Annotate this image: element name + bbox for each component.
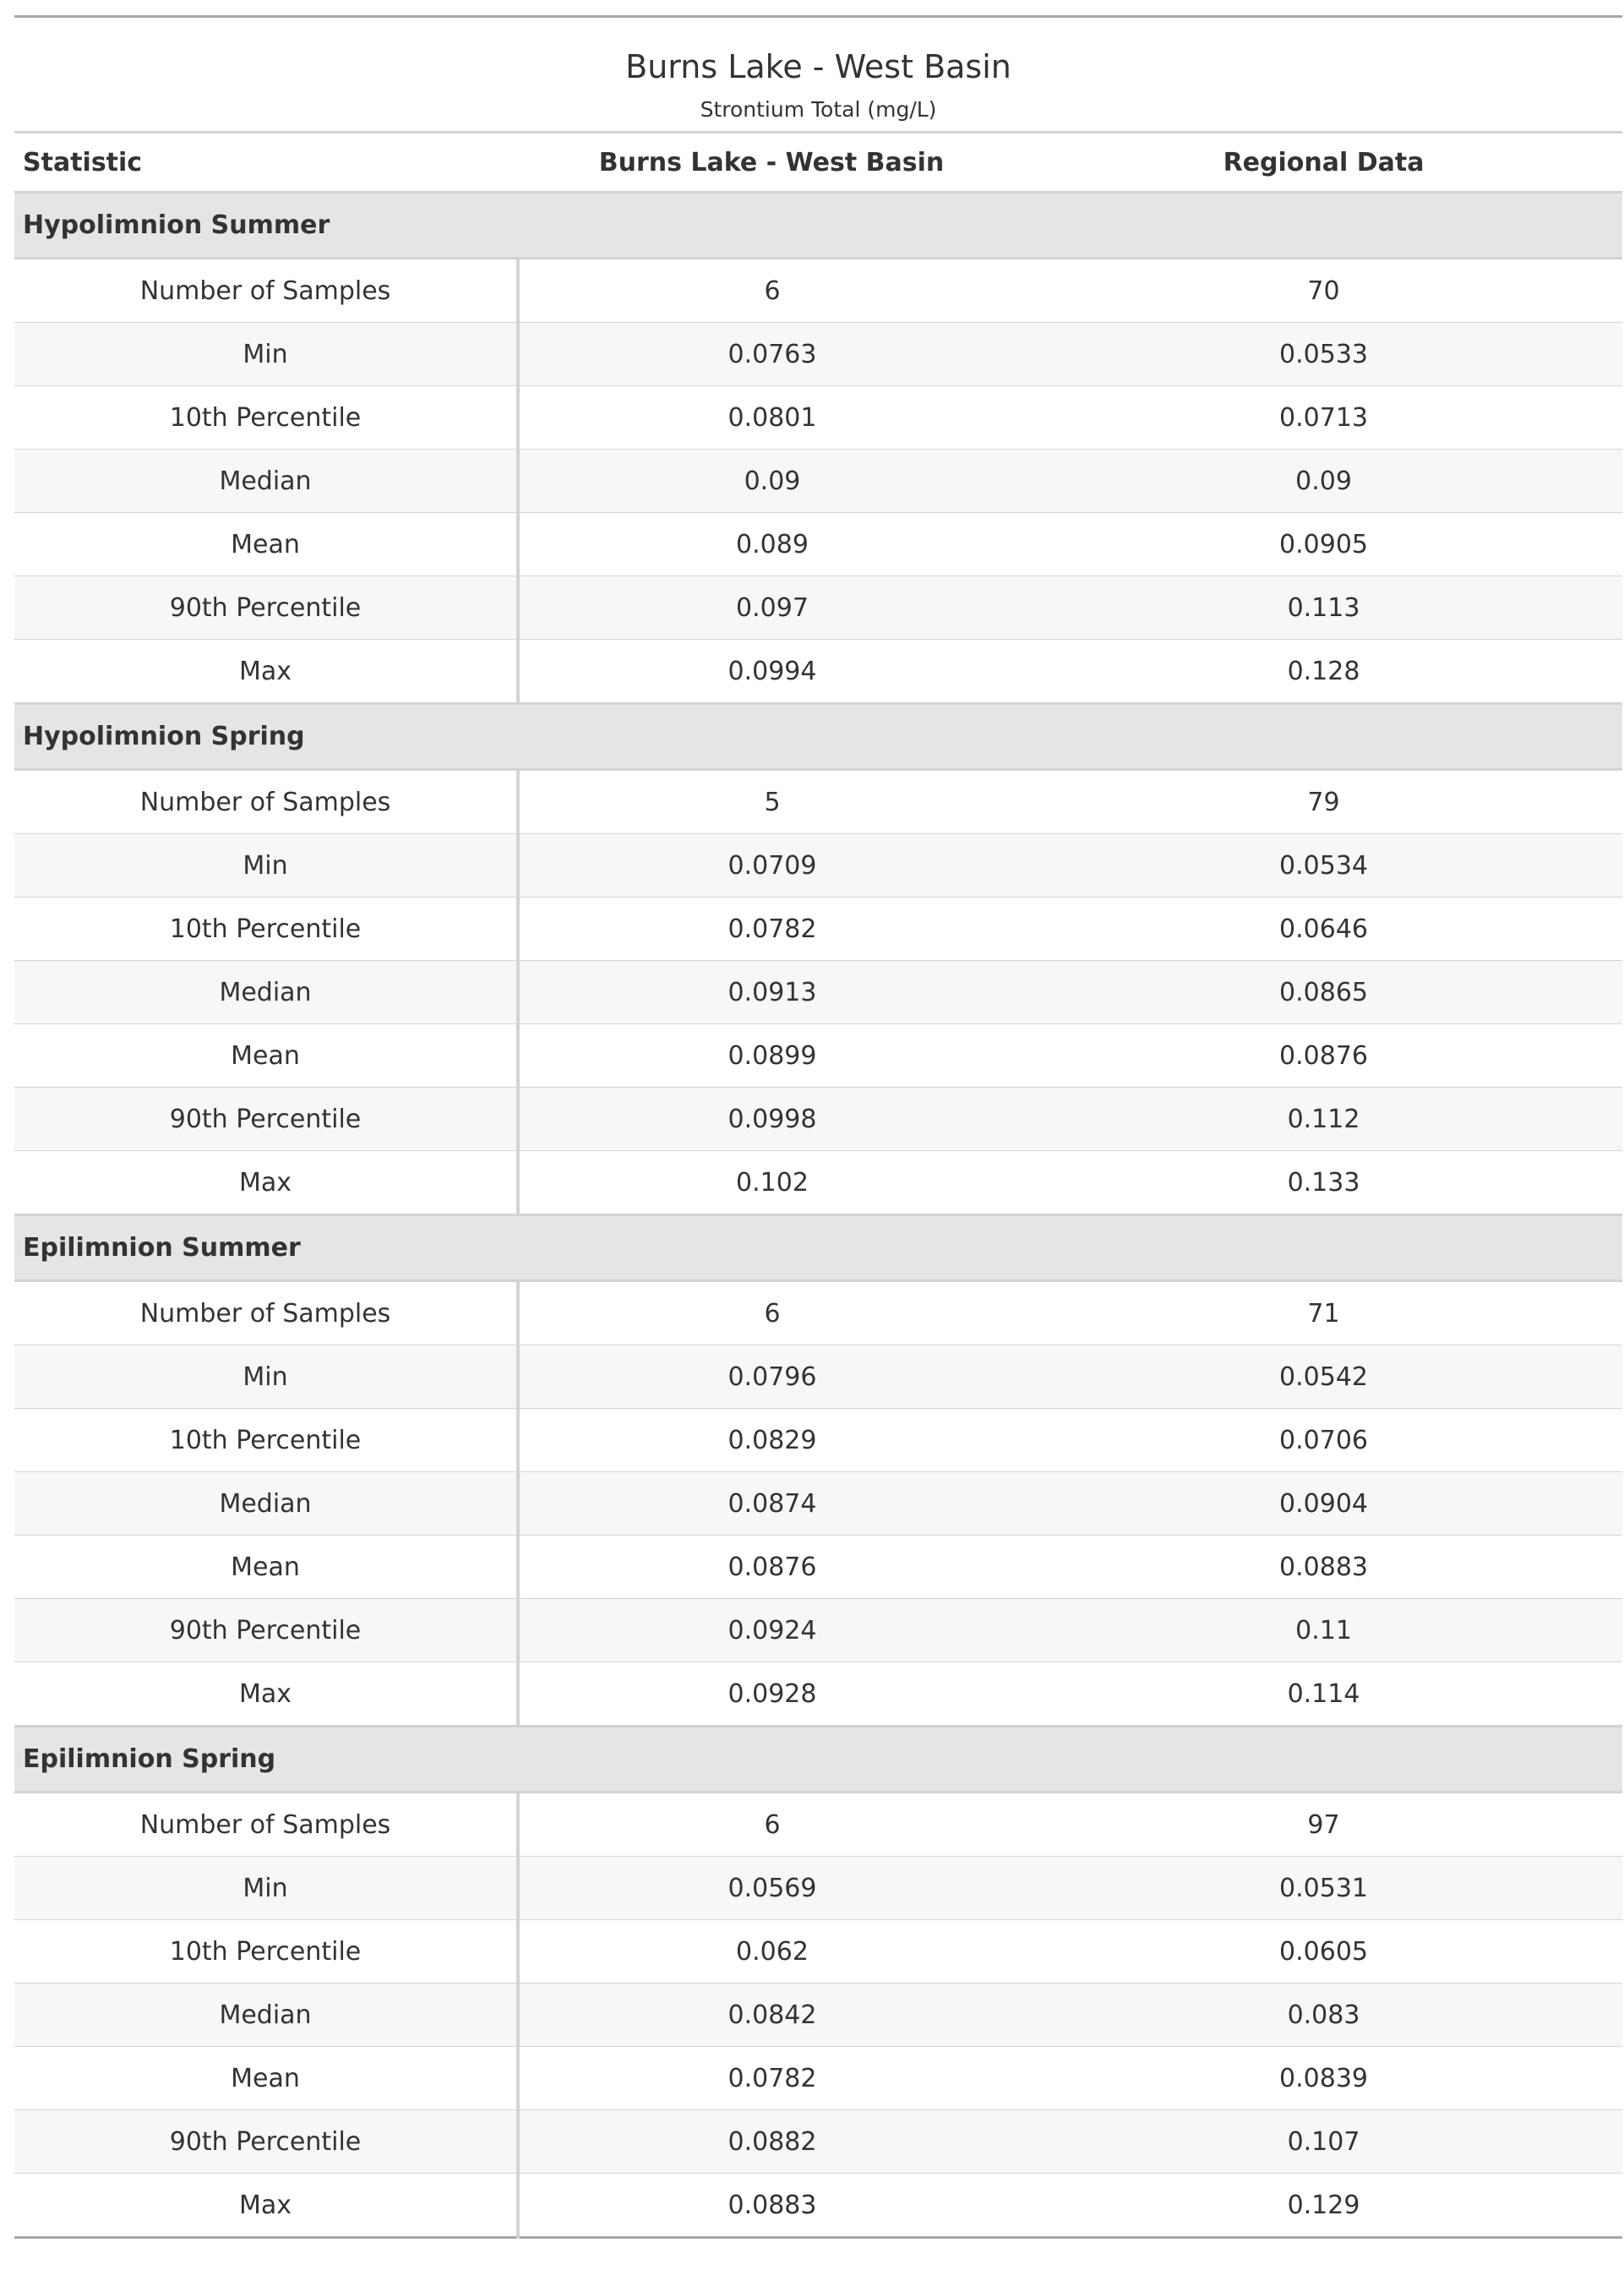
table-row bbox=[14, 1281, 1622, 1345]
regional-value-cell: 0.129 bbox=[1025, 2174, 1622, 2238]
regional-value-cell: 0.0531 bbox=[1025, 1857, 1622, 1920]
lake-value-cell: 0.102 bbox=[518, 1151, 1025, 1215]
lake-value-cell: 0.0876 bbox=[518, 1536, 1025, 1599]
lake-value-cell: 0.0782 bbox=[518, 2047, 1025, 2110]
regional-value-cell: 0.0865 bbox=[1025, 961, 1622, 1024]
group-label: Epilimnion Spring bbox=[14, 1727, 1622, 1793]
statistic-cell: Min bbox=[14, 323, 518, 386]
table-row bbox=[14, 961, 1622, 1024]
regional-value-cell: 0.114 bbox=[1025, 1662, 1622, 1727]
table-row bbox=[14, 1984, 1622, 2047]
table-title: Burns Lake - West Basin bbox=[625, 48, 1011, 85]
statistic-cell: Median bbox=[14, 961, 518, 1024]
lake-value-cell: 0.09 bbox=[518, 450, 1025, 513]
regional-value-cell: 97 bbox=[1025, 1793, 1622, 1857]
statistic-cell: Mean bbox=[14, 2047, 518, 2110]
statistic-cell: Mean bbox=[14, 513, 518, 576]
table-row bbox=[14, 1151, 1622, 1215]
statistic-cell: Min bbox=[14, 1857, 518, 1920]
statistic-cell: Max bbox=[14, 1662, 518, 1727]
lake-value-cell: 6 bbox=[518, 1793, 1025, 1857]
regional-value-cell: 0.0534 bbox=[1025, 834, 1622, 898]
statistic-cell: Median bbox=[14, 450, 518, 513]
lake-value-cell: 0.0709 bbox=[518, 834, 1025, 898]
table-row bbox=[14, 386, 1622, 450]
lake-value-cell: 0.0882 bbox=[518, 2110, 1025, 2174]
statistic-cell: Number of Samples bbox=[14, 1793, 518, 1857]
table-row bbox=[14, 1024, 1622, 1088]
regional-value-cell: 0.0706 bbox=[1025, 1409, 1622, 1472]
statistic-cell: Mean bbox=[14, 1024, 518, 1088]
lake-value-cell: 0.0801 bbox=[518, 386, 1025, 450]
statistics-table bbox=[14, 15, 1622, 2239]
lake-value-cell: 5 bbox=[518, 770, 1025, 834]
lake-value-cell: 0.0998 bbox=[518, 1088, 1025, 1151]
lake-value-cell: 0.089 bbox=[518, 513, 1025, 576]
lake-value-cell: 6 bbox=[518, 259, 1025, 323]
lake-value-cell: 0.0924 bbox=[518, 1599, 1025, 1662]
lake-value-cell: 0.0569 bbox=[518, 1857, 1025, 1920]
table-row bbox=[14, 1472, 1622, 1536]
regional-value-cell: 0.0542 bbox=[1025, 1345, 1622, 1409]
group-label: Epilimnion Summer bbox=[14, 1215, 1622, 1281]
regional-value-cell: 0.0646 bbox=[1025, 898, 1622, 961]
table-row bbox=[14, 2047, 1622, 2110]
table-row bbox=[14, 259, 1622, 323]
statistic-cell: 90th Percentile bbox=[14, 1599, 518, 1662]
regional-value-cell: 0.0713 bbox=[1025, 386, 1622, 450]
regional-value-cell: 70 bbox=[1025, 259, 1622, 323]
lake-value-cell: 0.0883 bbox=[518, 2174, 1025, 2238]
column-header-lake: Burns Lake - West Basin bbox=[518, 133, 1025, 193]
table-row bbox=[14, 450, 1622, 513]
regional-value-cell: 0.113 bbox=[1025, 576, 1622, 640]
regional-value-cell: 79 bbox=[1025, 770, 1622, 834]
group-header-row bbox=[14, 1215, 1622, 1281]
group-label: Hypolimnion Summer bbox=[14, 193, 1622, 259]
regional-value-cell: 0.0883 bbox=[1025, 1536, 1622, 1599]
statistic-cell: Number of Samples bbox=[14, 259, 518, 323]
statistic-cell: Number of Samples bbox=[14, 1281, 518, 1345]
table-row bbox=[14, 1345, 1622, 1409]
statistic-cell: 90th Percentile bbox=[14, 2110, 518, 2174]
statistic-cell: Median bbox=[14, 1984, 518, 2047]
regional-value-cell: 0.09 bbox=[1025, 450, 1622, 513]
column-header-row bbox=[14, 133, 1622, 193]
table-row bbox=[14, 2174, 1622, 2238]
table-row bbox=[14, 1599, 1622, 1662]
regional-value-cell: 0.0905 bbox=[1025, 513, 1622, 576]
lake-value-cell: 0.0796 bbox=[518, 1345, 1025, 1409]
statistic-cell: Max bbox=[14, 1151, 518, 1215]
statistic-cell: Min bbox=[14, 1345, 518, 1409]
regional-value-cell: 0.133 bbox=[1025, 1151, 1622, 1215]
statistic-cell: Max bbox=[14, 640, 518, 704]
lake-value-cell: 0.097 bbox=[518, 576, 1025, 640]
table-subtitle-row bbox=[14, 90, 1622, 133]
statistic-cell: Median bbox=[14, 1472, 518, 1536]
group-header-row bbox=[14, 704, 1622, 770]
statistic-cell: 10th Percentile bbox=[14, 1409, 518, 1472]
statistic-cell: Min bbox=[14, 834, 518, 898]
statistic-cell: 90th Percentile bbox=[14, 1088, 518, 1151]
regional-value-cell: 0.0839 bbox=[1025, 2047, 1622, 2110]
table-row bbox=[14, 1793, 1622, 1857]
lake-value-cell: 0.0874 bbox=[518, 1472, 1025, 1536]
lake-value-cell: 0.0899 bbox=[518, 1024, 1025, 1088]
regional-value-cell: 0.112 bbox=[1025, 1088, 1622, 1151]
regional-value-cell: 0.083 bbox=[1025, 1984, 1622, 2047]
group-header-row bbox=[14, 193, 1622, 259]
table-body bbox=[14, 193, 1622, 2238]
table-row bbox=[14, 1857, 1622, 1920]
lake-value-cell: 0.062 bbox=[518, 1920, 1025, 1984]
summary-table-container bbox=[14, 15, 1622, 2239]
table-row bbox=[14, 640, 1622, 704]
statistic-cell: 10th Percentile bbox=[14, 386, 518, 450]
lake-value-cell: 0.0842 bbox=[518, 1984, 1025, 2047]
table-row bbox=[14, 323, 1622, 386]
lake-value-cell: 0.0829 bbox=[518, 1409, 1025, 1472]
regional-value-cell: 0.11 bbox=[1025, 1599, 1622, 1662]
table-row bbox=[14, 1920, 1622, 1984]
regional-value-cell: 0.128 bbox=[1025, 640, 1622, 704]
lake-value-cell: 0.0928 bbox=[518, 1662, 1025, 1727]
column-header-regional: Regional Data bbox=[1025, 133, 1622, 193]
table-row bbox=[14, 1409, 1622, 1472]
group-label: Hypolimnion Spring bbox=[14, 704, 1622, 770]
statistic-cell: Max bbox=[14, 2174, 518, 2238]
lake-value-cell: 6 bbox=[518, 1281, 1025, 1345]
regional-value-cell: 71 bbox=[1025, 1281, 1622, 1345]
table-subtitle: Strontium Total (mg/L) bbox=[14, 90, 1622, 133]
statistic-cell: 10th Percentile bbox=[14, 1920, 518, 1984]
regional-value-cell: 0.0605 bbox=[1025, 1920, 1622, 1984]
statistic-cell: 10th Percentile bbox=[14, 898, 518, 961]
lake-value-cell: 0.0782 bbox=[518, 898, 1025, 961]
lake-value-cell: 0.0913 bbox=[518, 961, 1025, 1024]
regional-value-cell: 0.107 bbox=[1025, 2110, 1622, 2174]
statistic-cell: Mean bbox=[14, 1536, 518, 1599]
table-row bbox=[14, 1662, 1622, 1727]
table-row bbox=[14, 1536, 1622, 1599]
table-row bbox=[14, 834, 1622, 898]
regional-value-cell: 0.0876 bbox=[1025, 1024, 1622, 1088]
table-row bbox=[14, 2110, 1622, 2174]
column-header-statistic: Statistic bbox=[14, 133, 518, 193]
table-row bbox=[14, 770, 1622, 834]
table-title-row bbox=[14, 17, 1622, 91]
regional-value-cell: 0.0533 bbox=[1025, 323, 1622, 386]
table-row bbox=[14, 576, 1622, 640]
statistic-cell: 90th Percentile bbox=[14, 576, 518, 640]
table-row bbox=[14, 513, 1622, 576]
table-row bbox=[14, 1088, 1622, 1151]
lake-value-cell: 0.0763 bbox=[518, 323, 1025, 386]
group-header-row bbox=[14, 1727, 1622, 1793]
statistic-cell: Number of Samples bbox=[14, 770, 518, 834]
lake-value-cell: 0.0994 bbox=[518, 640, 1025, 704]
table-row bbox=[14, 898, 1622, 961]
regional-value-cell: 0.0904 bbox=[1025, 1472, 1622, 1536]
